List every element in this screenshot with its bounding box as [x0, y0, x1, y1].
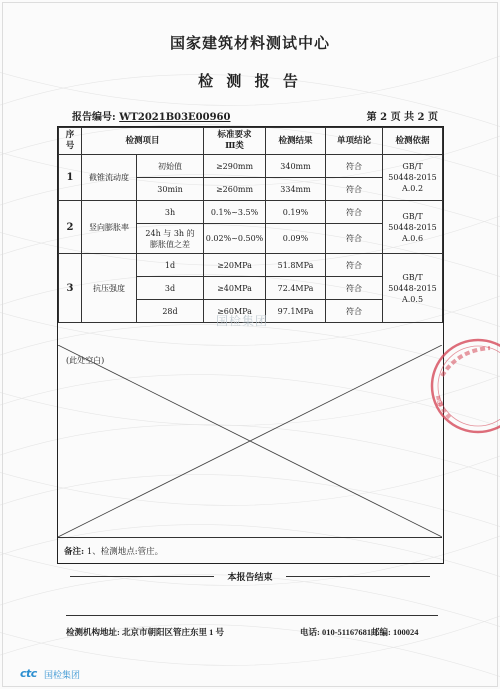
standard-value: ≥20MPa: [204, 254, 266, 277]
result-value: 0.19%: [266, 201, 326, 224]
footer-postcode: 邮编: 100024: [371, 627, 419, 637]
test-subitem: 3d: [137, 277, 204, 300]
test-subitem: 1d: [137, 254, 204, 277]
test-basis: GB/T 50448-2015 A.0.5: [383, 254, 443, 323]
standard-value: ≥290mm: [204, 155, 266, 178]
conclusion-value: 符合: [326, 155, 383, 178]
official-seal-icon: [428, 336, 500, 436]
standard-value: ≥60MPa: [204, 300, 266, 323]
footer-rule: [66, 615, 438, 616]
header-cell-basis: 检测依据: [383, 128, 443, 155]
result-value: 97.1MPa: [266, 300, 326, 323]
row-number: 2: [59, 201, 82, 254]
remark-text: 1、检测地点:管庄。: [86, 547, 164, 557]
svg-text:⊕: ⊕: [436, 399, 444, 409]
watermark: 国检集团: [216, 314, 269, 328]
row-number: 1: [59, 155, 82, 201]
report-number-value: WT2021B03E00960: [119, 112, 231, 123]
test-item: 抗压强度: [82, 254, 137, 323]
test-subitem: 24h 与 3h 的 膨胀值之差: [137, 224, 204, 254]
report-number-label: 报告编号:: [72, 112, 116, 123]
header-cell-conclusion: 单项结论: [326, 128, 383, 155]
header-cell-standard: 标准要求 Ⅲ类: [204, 128, 266, 155]
remark: [58, 537, 442, 564]
test-subitem: 30min: [137, 178, 204, 201]
result-value: 51.8MPa: [266, 254, 326, 277]
table-row: [59, 254, 443, 277]
end-line-right: [286, 576, 430, 577]
header-cell-result: 检测结果: [266, 128, 326, 155]
test-basis: GB/T 50448-2015 A.0.6: [383, 201, 443, 254]
document-title: 检 测 报 告: [198, 72, 302, 90]
logo-mark: ctc: [20, 667, 37, 680]
footer-address: 检测机构地址: 北京市朝阳区管庄东里 1 号: [66, 627, 224, 637]
footer-phone: 电话: 010-51167681: [300, 627, 372, 637]
test-basis: GB/T 50448-2015 A.0.2: [383, 155, 443, 201]
report-end-text: 本报告结束: [227, 573, 273, 583]
row-number: 3: [59, 254, 82, 323]
test-subitem: 初始值: [137, 155, 204, 178]
test-item: 截锥流动度: [82, 155, 137, 201]
result-value: 340mm: [266, 155, 326, 178]
result-value: 0.09%: [266, 224, 326, 254]
table-row: [59, 201, 443, 224]
conclusion-value: 符合: [326, 254, 383, 277]
conclusion-value: 符合: [326, 178, 383, 201]
report-end-marker: [70, 570, 430, 583]
test-subitem: 3h: [137, 201, 204, 224]
standard-value: ≥260mm: [204, 178, 266, 201]
standard-value: 0.02%~0.50%: [204, 224, 266, 254]
header-cell-item: 检测项目: [82, 128, 204, 155]
standard-value: ≥40MPa: [204, 277, 266, 300]
result-value: 334mm: [266, 178, 326, 201]
results-frame: [57, 126, 444, 564]
conclusion-value: 符合: [326, 277, 383, 300]
conclusion-value: 符合: [326, 300, 383, 323]
institute-title: 国家建筑材料测试中心: [169, 34, 330, 52]
page-indicator: 第 2 页 共 2 页: [366, 112, 438, 123]
conclusion-value: 符合: [326, 201, 383, 224]
remark-label: 备注:: [64, 547, 85, 557]
test-item: 竖向膨胀率: [82, 201, 137, 254]
results-table: [58, 127, 443, 323]
logo-name: 国检集团: [44, 671, 81, 681]
report-number: [72, 108, 230, 123]
conclusion-value: 符合: [326, 224, 383, 254]
header-cell-no: 序 号: [59, 128, 82, 155]
blank-note: (此处空白): [66, 356, 105, 365]
test-subitem: 28d: [137, 300, 204, 323]
standard-value: 0.1%~3.5%: [204, 201, 266, 224]
result-value: 72.4MPa: [266, 277, 326, 300]
cancel-cross-lines: [58, 345, 442, 537]
table-row: [59, 155, 443, 178]
table-header-row: [59, 128, 443, 155]
